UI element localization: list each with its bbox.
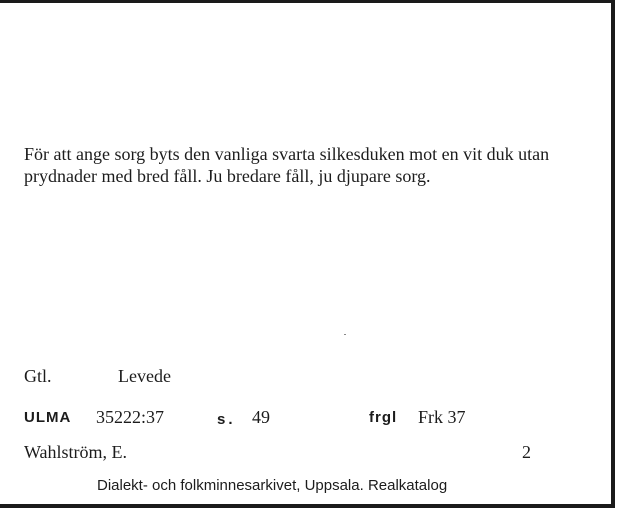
paper-speck [344, 334, 346, 335]
gtl-label: Gtl. [24, 366, 52, 386]
frgl-value: Frk 37 [418, 407, 466, 427]
archive-footer: Dialekt- och folkminnesarkivet, Uppsala. Realkatalog [97, 477, 448, 494]
author-name: Wahlström, E. [24, 442, 128, 462]
card-body-text: För att ange sorg byts den vanliga svarta silkesduken mot en vit duk utan prydnader med bred fåll. Ju bredare fåll, ju djupare sorg. [24, 144, 550, 186]
gtl-value: Levede [118, 366, 171, 386]
ulma-value: 35222:37 [96, 407, 165, 427]
ulma-label: ULMA [24, 409, 72, 426]
frgl-label: frgl [369, 409, 398, 426]
card-number: 2 [522, 442, 531, 462]
s-label: s. [217, 411, 236, 428]
s-value: 49 [252, 407, 270, 427]
